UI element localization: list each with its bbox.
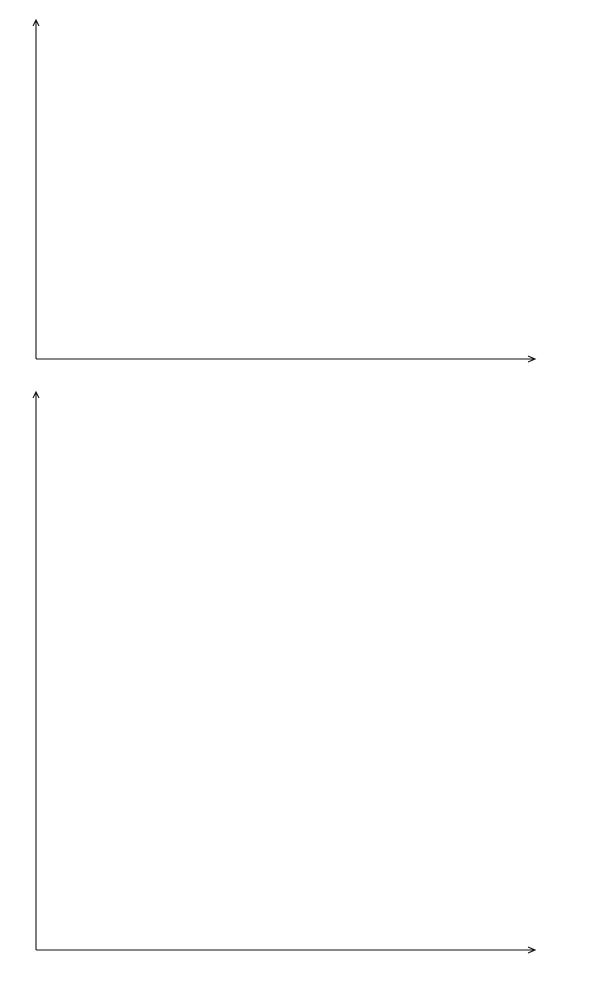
power-chart <box>33 20 535 362</box>
pressure-chart <box>33 392 535 953</box>
